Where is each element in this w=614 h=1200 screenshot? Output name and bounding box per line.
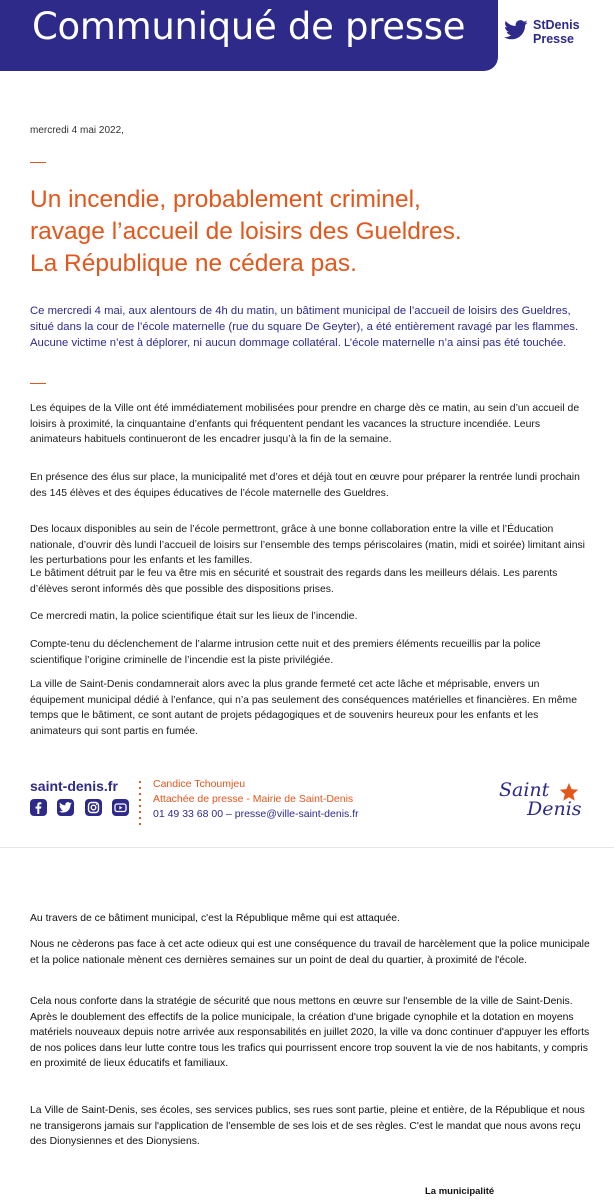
page2-paragraph: Au travers de ce bâtiment municipal, c'est la République même qui est attaquée.: [30, 913, 400, 924]
divider-dash: [30, 162, 46, 163]
body-paragraph: La ville de Saint-Denis condamnerait alors avec la plus grande fermeté cet acte lâche et méprisable, envers un équipement municipal dédié à l’enfance, qui n’a pas seulement des conséquences matérielles et financières. En même temps que le bâtiment, ce sont autant de projets pédagogiques et de souvenirs heureux pour les enfants et les animateurs qui sont partis en fumée.: [30, 679, 577, 737]
headline-line-2: ravage l’accueil de loisirs des Gueldres.: [30, 218, 462, 245]
divider-dash: [30, 383, 46, 384]
social-icons: [30, 799, 135, 821]
body-paragraph: Le bâtiment détruit par le feu va être mis en sécurité et soustrait des regards dans les meilleurs délais. Les parents d’élèves seront informés dès que possible des dispositions prises.: [30, 568, 558, 595]
page2-paragraph: Cela nous conforte dans la stratégie de sécurité que nous mettons en œuvre sur l'ensemble de la ville de Saint-Denis. Après le doublement des effectifs de la police municipale, la création d'une brigade cynophile et la dotation en moyens matériels nouveaux depuis notre arrivée aux responsabilités en juillet 2020, la ville va donc continuer d'appuyer les efforts de nos polices dans leur lutte contre tous les trafics qui pourrissent encore trop souvent la vie de nos habitants, y compris en proximité de lieux éducatifs et familiaux.: [30, 996, 590, 1069]
body-paragraph: Compte-tenu du déclenchement de l’alarme intrusion cette nuit et des premiers éléments recueillis par la police scientifique l’origine criminelle de l’incendie est la piste privilégiée.: [30, 639, 541, 666]
press-release-banner: [0, 0, 498, 71]
logo-text-denis: Denis: [527, 798, 582, 820]
logo-text-saint: Saint: [499, 779, 550, 801]
facebook-icon[interactable]: [30, 799, 47, 816]
contact-footer: [0, 775, 614, 835]
twitter-handle-text: [533, 18, 580, 46]
body-paragraph: Des locaux disponibles au sein de l’école permettront, grâce à une bonne collaboration entre la ville et l’Éducation nationale, d’ouvrir dès lundi l’accueil de loisirs sur l’ensemble des temps périscolaires (matin, midi et soirée) limitant ainsi les perturbations pour les enfants et les familles.: [30, 524, 585, 566]
page2-paragraph: Nous ne cèderons pas face à cet acte odieux qui est une conséquence du travail de harcèlement que la police municipale et la police nationale mènent ces dernières semaines sur un point de deal du quartier, à proximité de l'école.: [30, 939, 590, 966]
page-title: Communiqué de presse: [32, 5, 466, 48]
dotted-separator: [139, 779, 141, 829]
release-date: mercredi 4 mai 2022,: [30, 125, 124, 136]
signature: La municipalité: [425, 1186, 495, 1197]
contact-name: Candice Tchoumjeu: [153, 778, 246, 790]
handle-line-1: StDenis: [533, 18, 580, 32]
body-paragraph: Les équipes de la Ville ont été immédiatement mobilisées pour prendre en charge dès ce matin, au sein d’un accueil de loisirs à proximité, la cinquantaine d’enfants qui fréquentent pendant les vacances la structure incendiée. Leurs animateurs habituels continueront de les encadrer jusqu’à la fin de la semaine.: [30, 403, 580, 445]
body-paragraph: En présence des élus sur place, la municipalité met d’ores et déjà tout en œuvre pour préparer la rentrée lundi prochain des 145 élèves et des équipes éducatives de l’école maternelle des Gueldres.: [30, 472, 580, 499]
twitter-icon: [504, 19, 528, 41]
page-divider: [0, 847, 614, 848]
headline: [30, 184, 590, 280]
contact-phone-email[interactable]: 01 49 33 68 00 – presse@ville-saint-denis.fr: [153, 808, 359, 820]
page2-paragraph: La Ville de Saint-Denis, ses écoles, ses services publics, ses rues sont partie, pleine et entière, de la République et nous ne transigerons jamais sur l'application de l'ensemble de ses lois et de ses règles. C'est le mandat que nous avons reçu des Dionysiennes et des Dionysiens.: [30, 1105, 585, 1147]
handle-line-2: Presse: [533, 32, 575, 46]
twitter-handle[interactable]: [504, 18, 604, 48]
website-link[interactable]: saint-denis.fr: [30, 778, 118, 794]
headline-line-3: La République ne cédera pas.: [30, 250, 357, 277]
body-paragraph: Ce mercredi matin, la police scientifique était sur les lieux de l’incendie.: [30, 611, 358, 622]
youtube-icon[interactable]: [112, 799, 129, 816]
contact-role: Attachée de presse - Mairie de Saint-Denis: [153, 793, 354, 805]
saint-denis-logo: [497, 779, 597, 825]
twitter-icon[interactable]: [57, 799, 74, 816]
press-contact: [153, 777, 359, 822]
lead-paragraph: Ce mercredi 4 mai, aux alentours de 4h du matin, un bâtiment municipal de l’accueil de loisirs des Gueldres, situé dans la cour de l’école maternelle (rue du square De Geyter), a été entièrement ravagé par les flammes. Aucune victime n’est à déplorer, ni aucun dommage collatéral. L’école maternelle n’a ainsi pas été touchée.: [30, 305, 579, 349]
instagram-icon[interactable]: [85, 799, 102, 816]
headline-line-1: Un incendie, probablement criminel,: [30, 186, 421, 213]
